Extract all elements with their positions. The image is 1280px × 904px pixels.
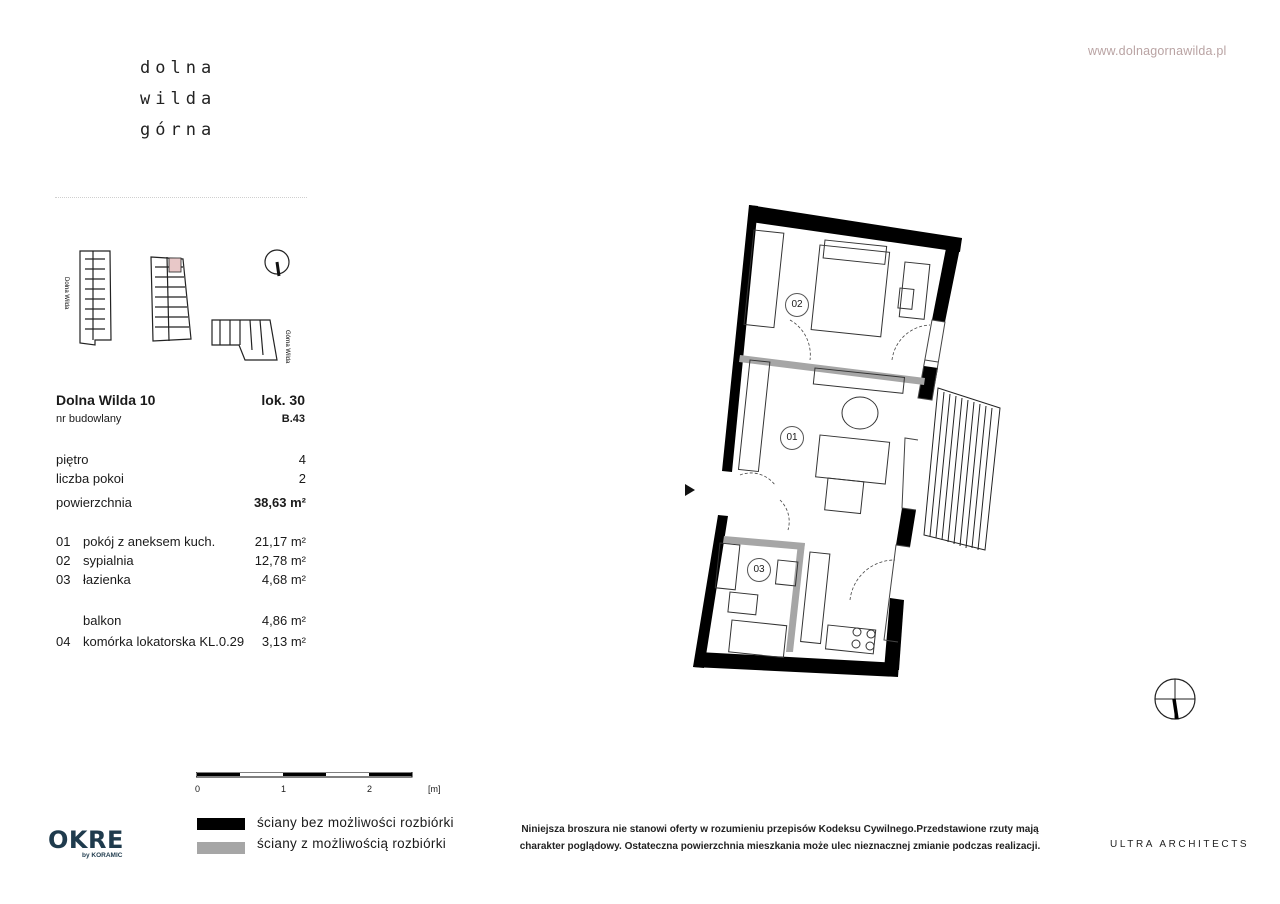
- building-number: B.43: [281, 413, 305, 425]
- legend-swatch-removable: [197, 842, 245, 854]
- rooms-value: 2: [298, 471, 306, 486]
- legend-swatch-load-bearing: [197, 818, 245, 830]
- room-row: [56, 553, 306, 571]
- room-num: 03: [56, 572, 71, 587]
- extra-row: [56, 634, 306, 652]
- key-plan-compass-icon: [265, 250, 289, 276]
- architect-name: ULTRA ARCHITECTS: [1110, 839, 1250, 850]
- developer-logo: OKRE: [48, 826, 124, 854]
- extra-name: komórka lokatorska KL.0.29: [83, 634, 245, 649]
- logo-line-1: dolna: [140, 58, 217, 78]
- area-value: 38,63 m²: [253, 495, 306, 510]
- extra-area: 4,86 m²: [261, 613, 306, 628]
- scale-tick-2: 2: [367, 784, 373, 794]
- extra-row: [56, 613, 306, 631]
- scale-unit: [m]: [428, 784, 441, 794]
- logo-line-2: wilda: [140, 89, 217, 109]
- disclaimer-line-2: charakter poglądowy. Ostateczna powierzchnia mieszkania może ulec nieznacznej zmianie podczas realizacji.: [519, 841, 1041, 852]
- street-label-gorna: Górna Wilda: [284, 330, 290, 364]
- room-num: 01: [56, 534, 71, 549]
- legend-removable: ściany z możliwością rozbiórki: [257, 836, 447, 851]
- website-link[interactable]: www.dolnagornawilda.pl: [1088, 44, 1227, 58]
- key-plan: [55, 245, 315, 365]
- scale-bar: [196, 772, 416, 780]
- scale-tick-1: 1: [281, 784, 287, 794]
- extra-name: balkon: [83, 613, 122, 628]
- room-area: 21,17 m²: [254, 534, 306, 549]
- disclaimer-line-1: Niniejsza broszura nie stanowi oferty w rozumieniu przepisów Kodeksu Cywilnego.Przedstawione rzuty mają: [521, 824, 1039, 835]
- floor-value: 4: [298, 452, 306, 467]
- room-name: łazienka: [83, 572, 131, 587]
- plan-label-room03: 03: [747, 558, 771, 582]
- unit-number: lok. 30: [261, 392, 305, 408]
- room-name: pokój z aneksem kuch.: [83, 534, 216, 549]
- rooms-row: [56, 471, 306, 489]
- room-name: sypialnia: [83, 553, 134, 568]
- area-row: [56, 495, 306, 513]
- area-label: powierzchnia: [56, 495, 132, 510]
- compass-icon: [1152, 676, 1198, 722]
- extra-num: 04: [56, 634, 71, 649]
- plan-label-room02: 02: [785, 293, 809, 317]
- room-row: [56, 572, 306, 590]
- building-name: Dolna Wilda 10: [56, 392, 156, 408]
- building-sub-label: nr budowlany: [56, 413, 122, 425]
- extra-area: 3,13 m²: [261, 634, 306, 649]
- room-row: [56, 534, 306, 552]
- floor-row: [56, 452, 306, 470]
- plan-label-room01: 01: [780, 426, 804, 450]
- room-area: 4,68 m²: [261, 572, 306, 587]
- room-num: 02: [56, 553, 71, 568]
- logo-line-3: górna: [140, 120, 217, 140]
- scale-tick-0: 0: [195, 784, 201, 794]
- divider: [55, 197, 307, 198]
- room-area: 12,78 m²: [254, 553, 306, 568]
- entry-arrow-icon: [685, 484, 695, 496]
- floor-label: piętro: [56, 452, 89, 467]
- floor-plan: [680, 200, 1020, 680]
- legend-load-bearing: ściany bez możliwości rozbiórki: [257, 815, 454, 830]
- developer-sub: by KORAMIC: [82, 852, 123, 859]
- rooms-label: liczba pokoi: [56, 471, 124, 486]
- street-label-dolna: Dolna Wilda: [63, 277, 69, 310]
